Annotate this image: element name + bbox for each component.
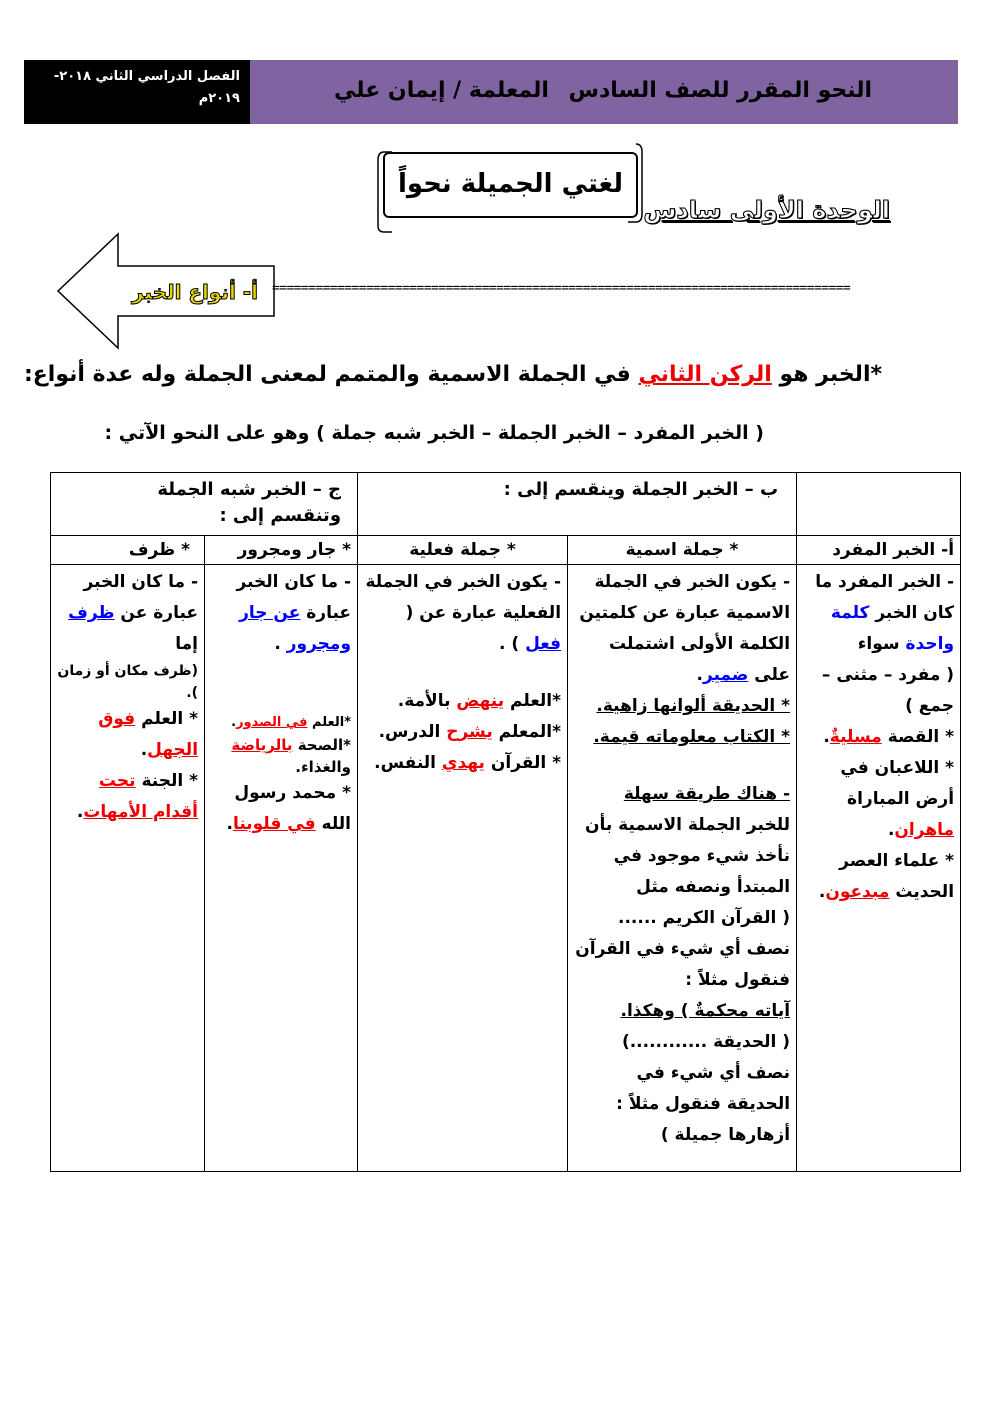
types-line: ( الخبر المفرد – الخبر الجملة – الخبر شبه جملة ) وهو على النحو الآتي : <box>104 422 764 444</box>
nominal-tip-body: للخبر الجملة الاسمية بأن نأخذ شيء موجود في المبتدأ ونصفه مثل <box>584 815 791 897</box>
intro-text <box>24 362 882 387</box>
prep-ex3-a: * محمد رسول الله <box>234 783 352 834</box>
col-a-header: أ- الخبر المفرد <box>797 536 961 565</box>
table-cell-empty <box>797 473 961 536</box>
verbal-ex2 <box>364 717 561 748</box>
col-a-def2: سواء <box>857 634 906 654</box>
verbal-def1: - يكون الخبر في الجملة الفعلية عبارة عن ( <box>365 572 562 623</box>
adverb-def1: - ما كان الخبر عبارة عن <box>83 572 199 623</box>
semester-box <box>24 60 250 124</box>
group-c-header <box>51 473 358 536</box>
prep-ex1-c: . <box>231 715 237 730</box>
intro-highlight: الركن الثاني <box>638 362 772 387</box>
khabar-types-table <box>50 472 961 1172</box>
col-a-ex1-b: مسليةٌ <box>829 727 882 747</box>
prep-def <box>211 567 351 660</box>
prep-def1: - ما كان الخبر عبارة <box>236 572 352 623</box>
prep-ex3-b: في قلوبنا <box>232 814 316 834</box>
semester-line-2: ٢٠١٩م <box>198 91 240 106</box>
prep-ex3-c: . <box>226 814 233 834</box>
group-b-header <box>358 473 797 536</box>
prep-ex3 <box>211 778 351 840</box>
col-prep-header: * جار ومجرور <box>205 536 358 565</box>
nominal-tip-ex2-answer: أزهارها جميلة ) <box>660 1125 791 1145</box>
adverb-def <box>57 567 198 660</box>
verbal-ex2-b: يشرح <box>446 722 493 742</box>
verbal-def-word: فعل <box>525 634 562 654</box>
prep-ex1-a: *العلم <box>307 715 352 730</box>
nominal-def <box>574 567 790 691</box>
prep-ex2-c: والغذاء. <box>295 758 352 776</box>
intro-before: *الخبر هو <box>771 362 882 387</box>
nominal-def-word: ضمير <box>703 665 749 685</box>
col-verbal-header: * جملة فعلية <box>358 536 568 565</box>
col-a-ex2-c: . <box>887 820 895 840</box>
verbal-ex2-c: الدرس. <box>378 722 447 742</box>
adverb-def-word: ظرف <box>68 603 115 623</box>
prep-ex2 <box>211 734 351 778</box>
nominal-def1: - يكون الخبر في الجملة الاسمية عبارة عن كلمتين الكلمة الأولى اشتملت على <box>579 572 791 685</box>
col-a-def-word: كلمة واحدة <box>830 603 955 654</box>
col-a-ex3-a: * علماء العصر الحديث <box>839 851 955 902</box>
verbal-def2: ) . <box>499 634 526 654</box>
col-adverb-content <box>51 565 205 1172</box>
table-row <box>51 536 961 565</box>
verbal-ex3-b: يهدي <box>441 753 485 773</box>
col-a-def <box>815 572 954 654</box>
col-a-ex3 <box>803 846 954 908</box>
col-prep-content <box>205 565 358 1172</box>
adverb-ex2-b: تحت أقدام الأمهات <box>83 771 199 822</box>
group-c-label: ج – الخبر شبه الجملة وتنقسم إلى : <box>157 479 342 526</box>
adverb-ex1-c: . <box>140 740 148 760</box>
page-title: لغتي الجميلة نحواً <box>383 152 638 218</box>
group-b-label: ب – الخبر الجملة وينقسم إلى : <box>503 479 779 500</box>
verbal-ex3 <box>364 748 561 779</box>
adverb-ex1-b: فوق الجهل <box>98 709 199 760</box>
adverb-ex2-a: * الجنة <box>135 771 199 791</box>
col-adverb-header: * ظرف <box>51 536 205 565</box>
prep-ex2-b: بالرياضة <box>231 736 293 754</box>
adverb-ex2-c: . <box>76 802 84 822</box>
adverb-ex1-a: * العلم <box>135 709 199 729</box>
unit-title: الوحدة الأولى سادس <box>643 196 890 224</box>
verbal-ex3-c: النفس. <box>374 753 442 773</box>
col-verbal-content <box>358 565 568 1172</box>
verbal-ex1-b: ينهض <box>456 691 505 711</box>
table-row <box>51 473 961 536</box>
nominal-tip-ex2: ( الحديقة ............) نصف أي شيء في الحديقة فنقول مثلاً : <box>616 1032 791 1114</box>
adverb-ex2 <box>57 766 198 828</box>
nominal-tip-ex1: ( القرآن الكريم ...... نصف أي شيء في القرآن فنقول مثلاً : <box>575 908 791 990</box>
verbal-def <box>364 567 561 660</box>
col-a-ex2-a: * اللاعبان في أرض المباراة <box>840 758 955 809</box>
table-row <box>51 565 961 1172</box>
prep-ex1-b: في الصدور <box>236 715 308 730</box>
intro-after: في الجملة الاسمية والمتمم لمعنى الجملة وله عدة أنواع: <box>23 362 639 387</box>
adverb-def2: إما <box>175 634 199 654</box>
col-a-ex1-a: * القصة <box>881 727 955 747</box>
col-nominal-header: * جملة اسمية <box>568 536 797 565</box>
verbal-ex1-a: *العلم <box>504 691 562 711</box>
separator-line: ================================================================================ <box>272 282 851 296</box>
col-a-content <box>797 565 961 1172</box>
nominal-def2: . <box>696 665 704 685</box>
col-a-def3: ( مفرد – مثنى – جمع ) <box>821 665 955 716</box>
col-nominal-content <box>568 565 797 1172</box>
adverb-ex1 <box>57 704 198 766</box>
nominal-tip-head: - هناك طريقة سهلة <box>623 784 791 804</box>
prep-ex1 <box>211 712 351 734</box>
col-a-ex3-b: مبدعون <box>825 882 890 902</box>
col-a-ex1 <box>803 722 954 753</box>
verbal-ex2-a: *المعلم <box>492 722 562 742</box>
nominal-tip-ex1-answer: آياته محكمةٌ ) وهكذا. <box>620 1001 791 1021</box>
verbal-ex1-c: بالأمة. <box>397 691 457 711</box>
section-heading: أ- أنواع الخبر <box>132 280 258 304</box>
teacher-name: المعلمة / إيمان علي <box>334 78 549 103</box>
nominal-ex1: * الحديقة ألوانها زاهية. <box>596 696 791 716</box>
verbal-ex3-a: * القرآن <box>484 753 562 773</box>
col-a-ex2-b: ماهران <box>894 820 955 840</box>
nominal-ex2: * الكتاب معلوماته قيمة. <box>593 727 791 747</box>
header-bar <box>250 60 958 124</box>
prep-def2: . <box>274 634 287 654</box>
subject-title: النحو المقرر للصف السادس <box>568 78 872 103</box>
semester-line-1: الفصل الدراسي الثاني ٢٠١٨- <box>53 69 240 84</box>
col-a-ex3-c: . <box>818 882 826 902</box>
adverb-def3: (ظرف مكان أو زمان ). <box>57 663 199 701</box>
verbal-ex1 <box>364 686 561 717</box>
col-a-ex2 <box>803 753 954 846</box>
col-a-ex1-c: . <box>823 727 830 747</box>
prep-ex2-a: *الصحة <box>292 736 352 754</box>
col-a-def1: - الخبر المفرد ما كان الخبر <box>815 572 955 623</box>
prep-def-word: عن جار ومجرور <box>239 603 352 654</box>
